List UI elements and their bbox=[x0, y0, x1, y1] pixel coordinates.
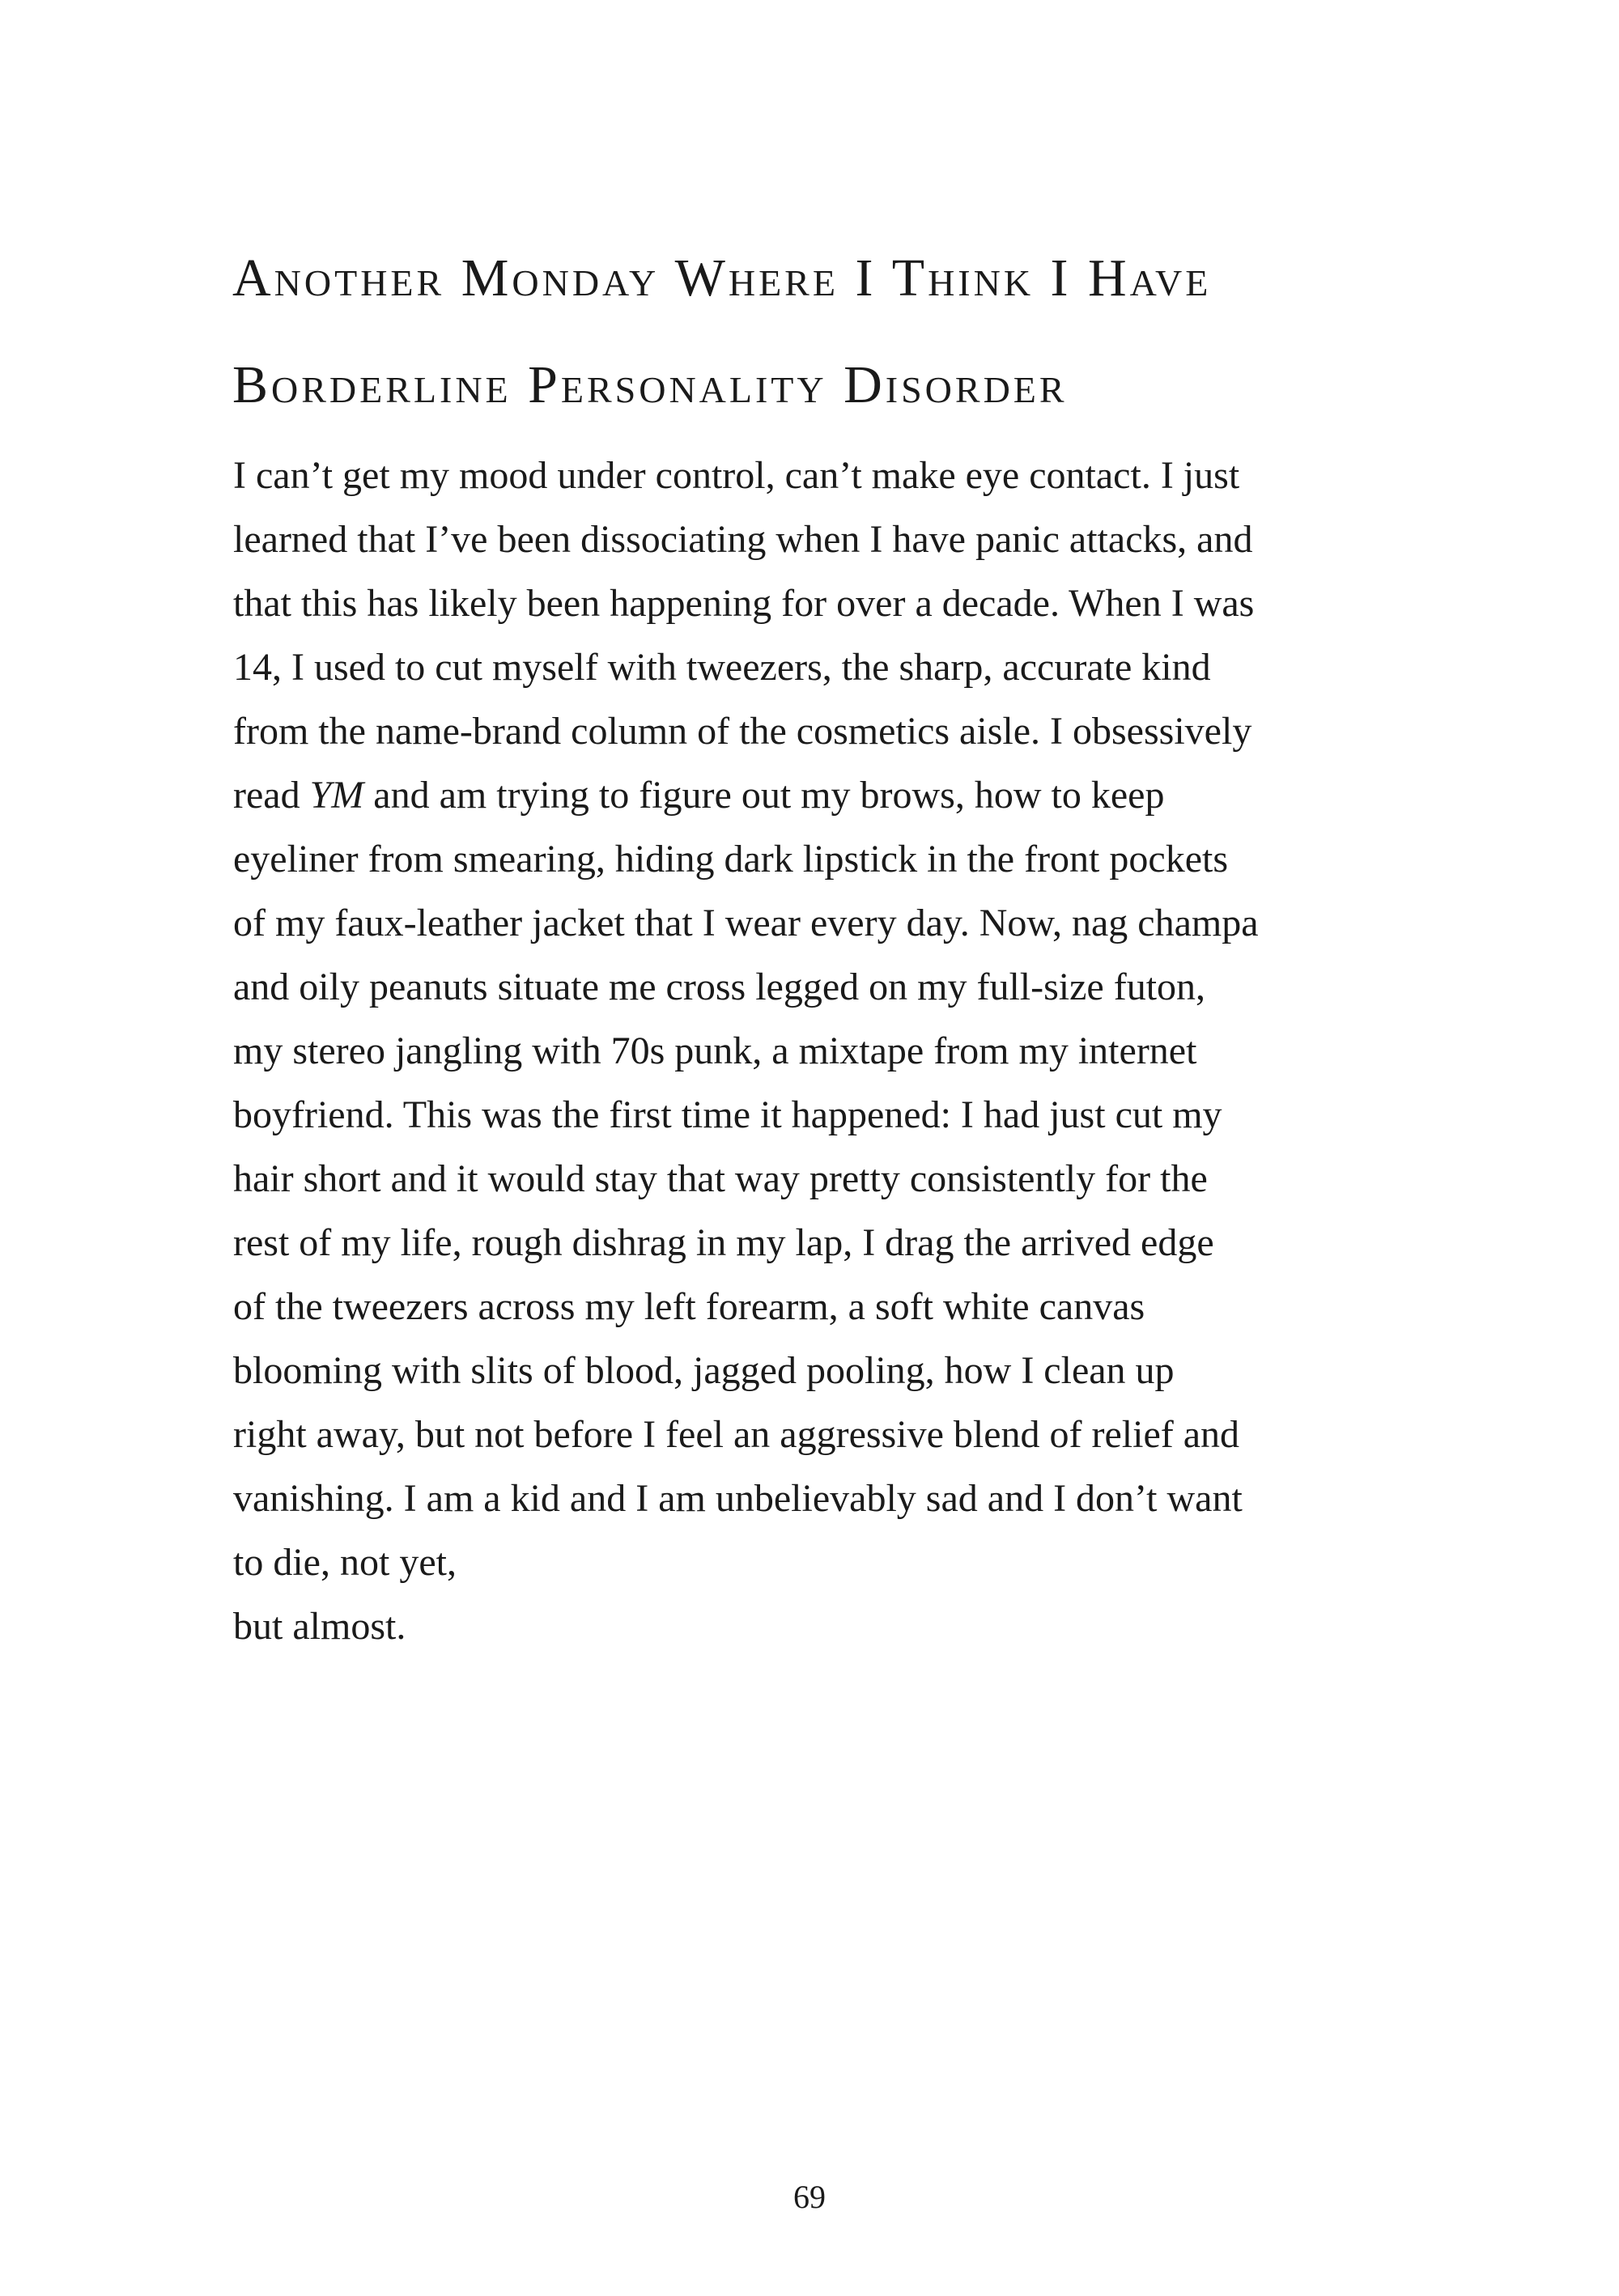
body-line: boyfriend. This was the first time it happened: I had just cut my bbox=[233, 1093, 1222, 1136]
body-line: of my faux-leather jacket that I wear every day. Now, nag champa bbox=[233, 902, 1259, 944]
body-line: of the tweezers across my left forearm, a soft white canvas bbox=[233, 1285, 1145, 1328]
body-line: right away, but not before I feel an aggressive blend of relief and bbox=[233, 1413, 1240, 1456]
body-line: that this has likely been happening for over a decade. When I was bbox=[233, 582, 1255, 625]
body-line: from the name-brand column of the cosmetics aisle. I obsessively bbox=[233, 710, 1252, 753]
body-line: eyeliner from smearing, hiding dark lipstick in the front pockets bbox=[233, 838, 1229, 881]
body-line: 14, I used to cut myself with tweezers, the sharp, accurate kind bbox=[233, 646, 1211, 689]
page-number: 69 bbox=[793, 2179, 826, 2215]
body-line: but almost. bbox=[233, 1605, 406, 1648]
page-title bbox=[232, 225, 1447, 439]
body-line-before: read bbox=[233, 774, 310, 817]
body-line: to die, not yet, bbox=[233, 1541, 457, 1584]
body-line bbox=[233, 763, 1415, 827]
body-text bbox=[233, 443, 1415, 1658]
body-line: learned that I’ve been dissociating when I have panic attacks, and bbox=[233, 518, 1253, 561]
body-line: hair short and it would stay that way pretty consistently for the bbox=[233, 1157, 1208, 1200]
body-line: blooming with slits of blood, jagged pooling, how I clean up bbox=[233, 1349, 1175, 1392]
magazine-title: YM bbox=[309, 774, 364, 817]
title-line: Borderline Personality Disorder bbox=[232, 355, 1068, 414]
body-line: and oily peanuts situate me cross legged on my full-size futon, bbox=[233, 966, 1206, 1008]
title-line: Another Monday Where I Think I Have bbox=[232, 248, 1212, 308]
body-line-after: and am trying to figure out my brows, how to keep bbox=[363, 774, 1165, 817]
body-line: my stereo jangling with 70s punk, a mixtape from my internet bbox=[233, 1029, 1197, 1072]
body-line: rest of my life, rough dishrag in my lap, I drag the arrived edge bbox=[233, 1221, 1214, 1264]
body-line: I can’t get my mood under control, can’t make eye contact. I just bbox=[233, 454, 1240, 497]
body-line: vanishing. I am a kid and I am unbelievably sad and I don’t want bbox=[233, 1477, 1243, 1520]
